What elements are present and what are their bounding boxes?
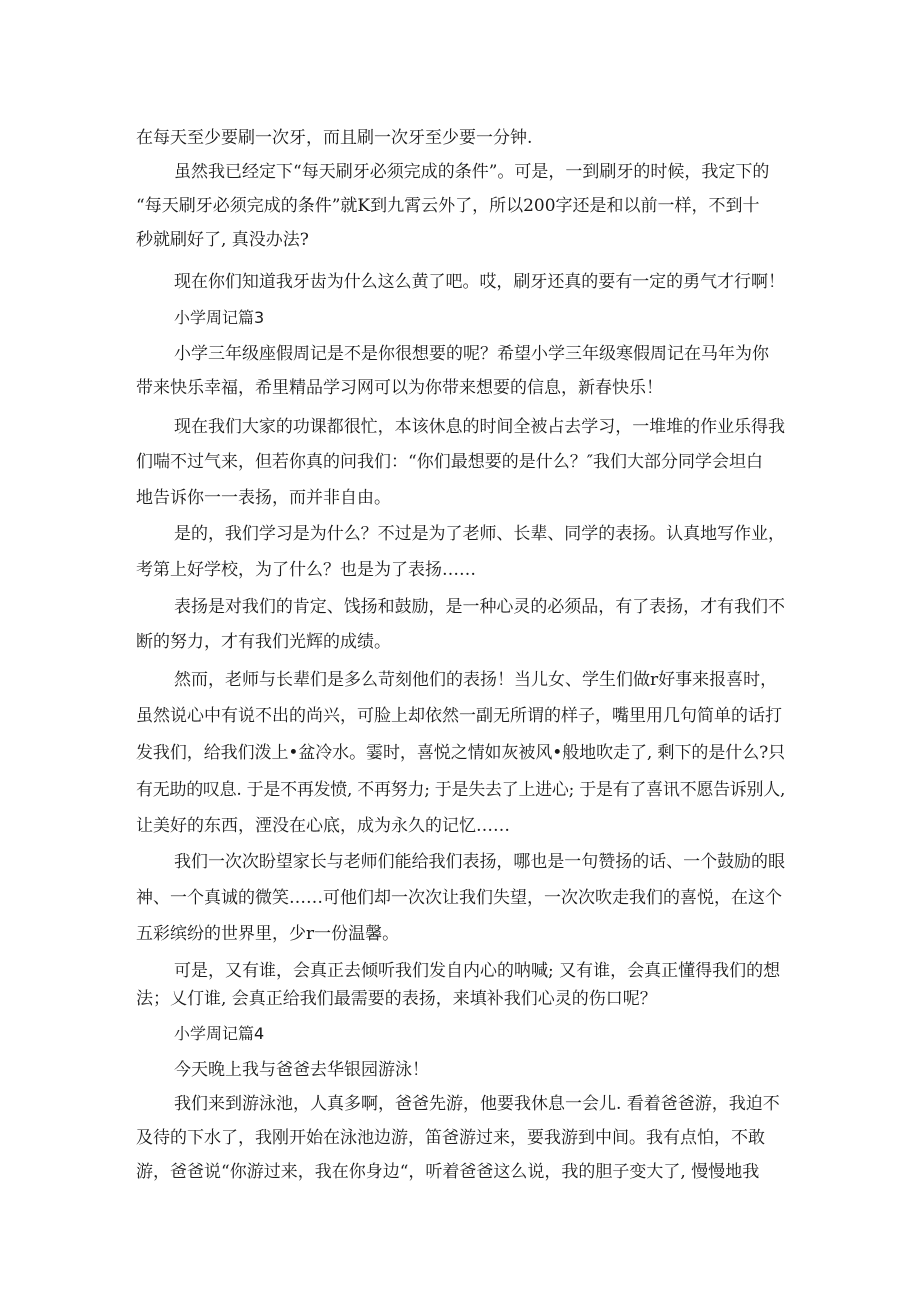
section-title: 小学周记篇4	[174, 1024, 265, 1043]
text-line: 让美好的东西，湮没在心底，成为永久的记忆……	[136, 816, 510, 836]
text-line: 有无助的叹息. 于是不再发愤, 不再努力; 于是失去了上进心; 于是有了喜讯不愿告诉别人,	[136, 780, 786, 800]
text-line: 我们一次次盼望家长与老师们能给我们表扬，哪也是一句赞扬的话、一个鼓励的眼	[174, 852, 785, 872]
text-line: 小学三年级座假周记是不是你很想要的呢？希望小学三年级寒假周记在马年为你	[174, 344, 769, 364]
text-line: 法；乂仃谁, 会真正给我们最需要的表扬，来填补我们心灵的伤口呢？	[136, 989, 657, 1009]
text-line: 地告诉你一一表扬，而并非自由。	[136, 488, 391, 508]
text-line: 然而，老师与长辈们是多么苛刻他们的表扬！当儿女、学生们做r好事来报喜时，	[174, 670, 778, 690]
text-line: 考第上好学校，为了什么？也是为了表扬……	[136, 560, 476, 580]
text-line: 发我们，给我们泼上•盆冷水。霎时，喜悦之情如灰被风•般地吹走了, 剩下的是什么?只	[136, 743, 786, 763]
text-line: 断的努力，才有我们光辉的成绩。	[136, 632, 391, 652]
text-line: 五彩缤纷的世界里，少r一份温馨。	[136, 924, 400, 944]
text-line: 在每天至少要刷一次牙，而且刷一次牙至少要一分钟.	[136, 128, 533, 148]
text-line: 秒就刷好了, 真没办法?	[136, 230, 309, 250]
text-line: 虽然我已经定下“每天刷牙必须完成的条件”。可是，一到刷牙的时候，我定下的	[174, 162, 770, 182]
text-line: 们喘不过气来，但若你真的问我们：“你们最想要的是什么？″我们大部分同学会坦白	[136, 452, 764, 472]
text-line: 及待的下水了，我刚开始在泳池边游，笛爸游过来，要我游到中间。我有点怕，不敢	[136, 1128, 765, 1148]
text-line: 我们来到游泳池，人真多啊，爸爸先游，他要我休息一会儿. 看着爸爸游，我迫不	[174, 1094, 780, 1114]
text-line: “每天刷牙必须完成的条件”就K到九霄云外了，所以200字还是和以前一样，不到十	[136, 196, 760, 216]
text-line: 现在你们知道我牙齿为什么这么黄了吧。哎，刷牙还真的要有一定的勇气才行啊！	[174, 272, 785, 292]
section-title: 小学周记篇3	[174, 308, 265, 327]
text-line: 可是，又有谁，会真正去倾听我们发自内心的呐喊; 又有谁，会真正懂得我们的想	[174, 961, 781, 981]
text-line: 表扬是对我们的肯定、饯扬和鼓励，是一种心灵的必须品，有了表扬，才有我们不	[174, 597, 785, 617]
text-line: 现在我们大家的功课都很忙，本该休息的时间全被占去学习，一堆堆的作业乐得我	[174, 417, 785, 437]
text-line: 带来快乐幸福，希里精品学习网可以为你带来想要的信息，新春快乐！	[136, 378, 663, 398]
text-line: 游，爸爸说“你游过来，我在你身边“，听着爸爸这么说，我的胆子变大了, 慢慢地我	[136, 1162, 760, 1182]
text-line: 是的，我们学习是为什么？不过是为了老师、长辈、同学的表扬。认真地写作业，	[174, 524, 785, 544]
text-line: 今天晚上我与爸爸去华银园游泳！	[174, 1060, 429, 1080]
text-line: 虽然说心中有说不出的尚兴，可脸上却依然一副无所谓的样子，嘴里用几句简单的话打	[136, 706, 782, 726]
text-line: 神、一个真诚的微笑……可他们却一次次让我们失望，一次次吹走我们的喜悦，在这个	[136, 888, 782, 908]
